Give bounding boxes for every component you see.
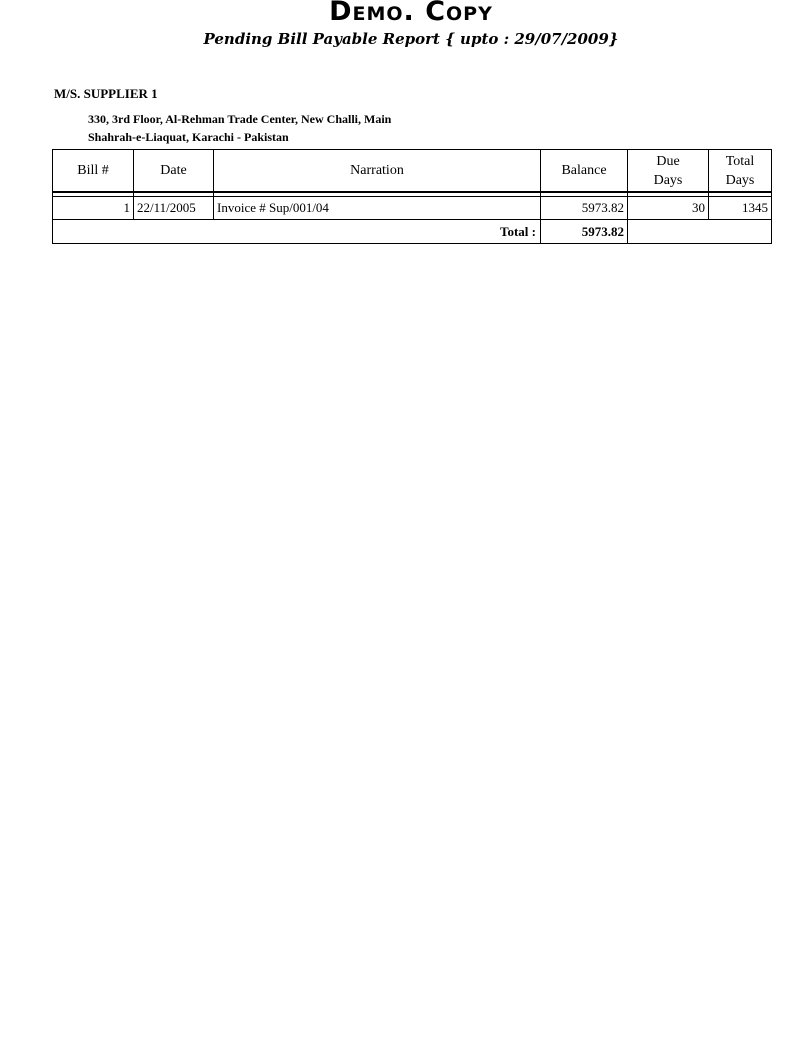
header-total-days-line1: Total xyxy=(725,153,755,169)
supplier-name: M/S. SUPPLIER 1 xyxy=(54,86,158,101)
header-due-days-line1: Due xyxy=(656,153,680,169)
cell-bill-no: 1 xyxy=(53,197,134,220)
total-empty-cell xyxy=(628,220,772,244)
report-subtitle: Pending Bill Payable Report { upto : 29/07/2009} xyxy=(203,30,619,48)
header-balance: Balance xyxy=(541,150,628,193)
header-total-days-line2: Days xyxy=(725,172,755,188)
header-total-days xyxy=(709,150,772,193)
total-row xyxy=(53,220,772,244)
cell-due-days: 30 xyxy=(628,197,709,220)
report-heading xyxy=(0,0,800,49)
supplier-address xyxy=(88,110,391,146)
cell-balance: 5973.82 xyxy=(541,197,628,220)
header-due-days xyxy=(628,150,709,193)
total-balance: 5973.82 xyxy=(541,220,628,244)
header-narration: Narration xyxy=(214,150,541,193)
address-line-1: 330, 3rd Floor, Al-Rehman Trade Center, New Challi, Main xyxy=(88,112,392,126)
address-line-2: Shahrah-e-Liaquat, Karachi - Pakistan xyxy=(88,130,289,144)
cell-total-days: 1345 xyxy=(709,197,772,220)
table-row xyxy=(53,197,772,220)
header-bill-no: Bill # xyxy=(53,150,134,193)
table-header-row xyxy=(53,150,772,193)
header-date: Date xyxy=(134,150,214,193)
header-due-days-line2: Days xyxy=(653,172,683,188)
bills-table xyxy=(52,149,772,244)
cell-narration: Invoice # Sup/001/04 xyxy=(214,197,541,220)
total-label: Total : xyxy=(53,220,541,244)
report-title: Demo. Copy xyxy=(329,0,493,27)
cell-date: 22/11/2005 xyxy=(134,197,214,220)
